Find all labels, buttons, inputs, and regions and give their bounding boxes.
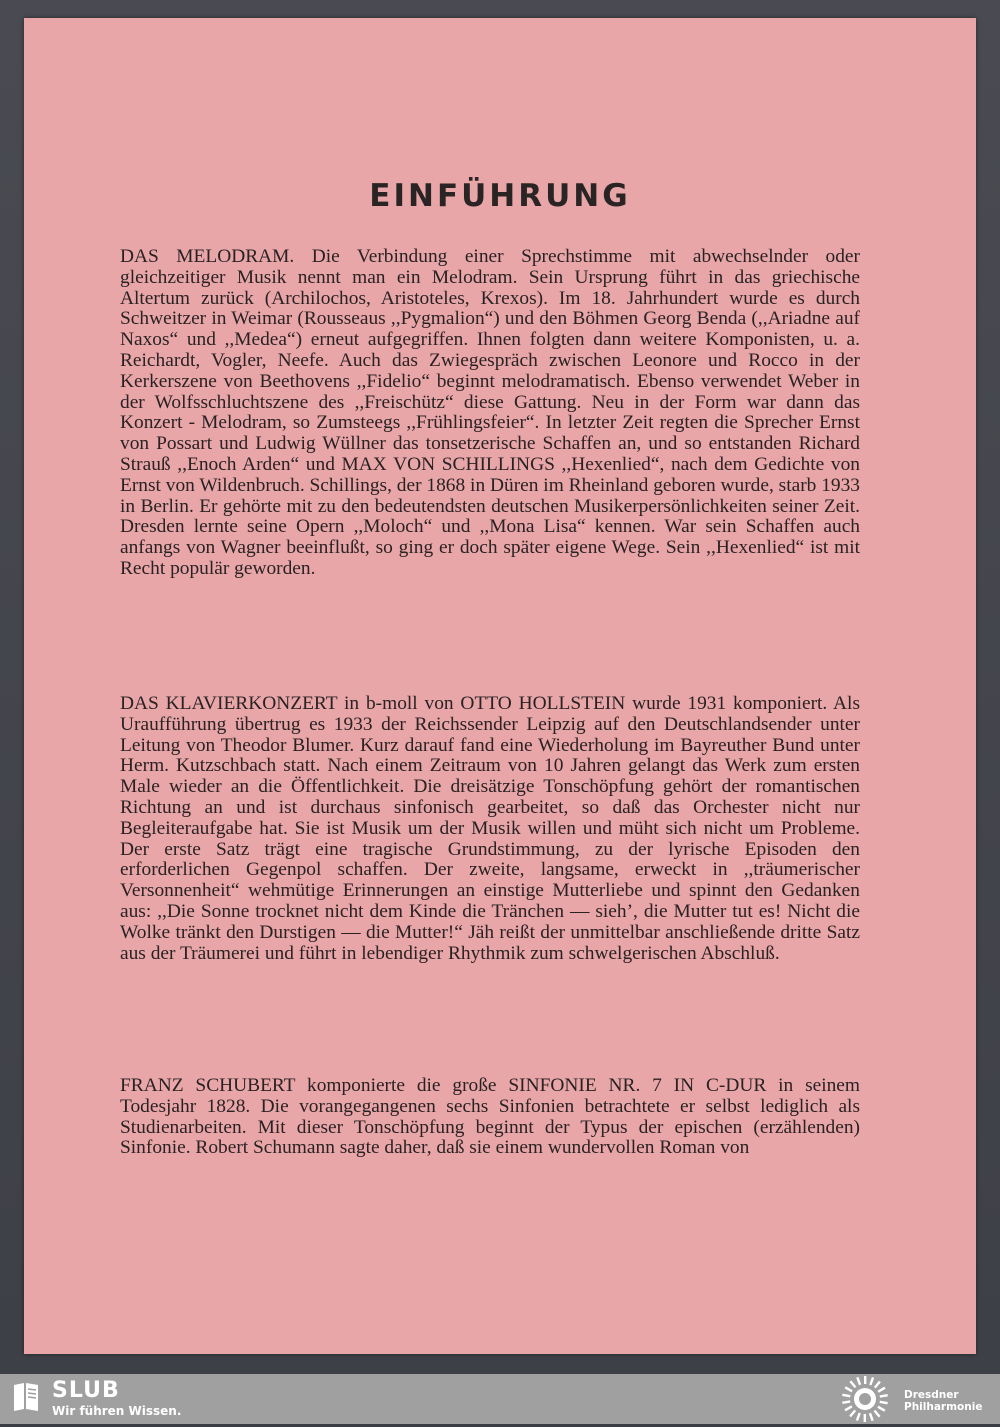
slub-brand[interactable]: SLUB xyxy=(52,1378,120,1403)
slub-tagline: Wir führen Wissen. xyxy=(52,1404,182,1418)
program-page xyxy=(24,18,976,1354)
paragraph-schubert: FRANZ SCHUBERT komponierte die große SINFONIE NR. 7 IN C-DUR in seinem Todesjahr 1828. Die vorangegangenen sechs Sinfonien betrachtete er selbst lediglich als Studienarbeiten. Mit dieser Tonschöpfung beginnt der Typus der epischen (erzählenden) Sinfonie. Robert Schumann sagte daher, daß sie einem wundervollen Roman von xyxy=(120,1075,860,1159)
dresdner-philharmonie-brand[interactable] xyxy=(904,1389,982,1413)
footer-bar xyxy=(0,1374,1000,1424)
dp-brand-line-1: Dresdner xyxy=(904,1389,959,1401)
page-title: EINFÜHRUNG xyxy=(369,178,631,214)
paragraph-melodram: DAS MELODRAM. Die Verbindung einer Sprechstimme mit abwechselnder oder gleichzeitiger Musik nennt man ein Melodram. Sein Ursprung führt in das griechische Altertum zurück (Archilochos, Aristoteles, Krexos). Im 18. Jahrhundert wurde es durch Schweitzer in Weimar (Rousseaus ,,Pygmalion“) und den Böhmen Georg Benda (,,Ariadne auf Naxos“ und ,,Medea“) erneut aufgegriffen. Ihnen folgten dann weitere Komponisten, u. a. Reichardt, Vogler, Neefe. Auch das Zwiegespräch zwischen Leonore und Rocco in der Kerkerszene von Beethovens ,,Fidelio“ beginnt melodramatisch. Ebenso verwendet Weber in der Wolfsschluchtszene des ,,Freischütz“ diese Gattung. Neu in der Form war dann das Konzert - Melodram, so Zumsteegs ,,Frühlingsfeier“. In letzter Zeit regten die Sprecher Ernst von Possart und Ludwig Wüllner das tonsetzerische Schaffen an, und so entstanden Richard Strauß ,,Enoch Arden“ und MAX VON SCHILLINGS ,,Hexenlied“, nach dem Gedichte von Ernst von Wildenbruch. Schillings, der 1868 in Düren im Rheinland geboren wurde, starb 1933 in Berlin. Er gehörte mit zu den bedeutendsten deutschen Musikerpersönlichkeiten seiner Zeit. Dresden lernte seine Opern ,,Moloch“ und ,,Mona Lisa“ kennen. War sein Schaffen auch anfangs von Wagner beeinflußt, so ging er doch später eigene Wege. Sein ,,Hexenlied“ ist mit Recht populär geworden. xyxy=(120,246,860,579)
paragraph-klavierkonzert: DAS KLAVIERKONZERT in b-moll von OTTO HOLLSTEIN wurde 1931 komponiert. Als Uraufführung übertrug es 1933 der Reichssender Leipzig auf den Deutschlandsender unter Leitung von Theodor Blumer. Kurz darauf fand eine Wiederholung im Bayreuther Bund unter Herm. Kutzschbach statt. Nach einem Zeitraum von 10 Jahren gelangt das Werk zum ersten Male wieder an die Öffentlichkeit. Die dreisätzige Tonschöpfung gehört der romantischen Richtung an und ist durchaus sinfonisch gearbeitet, so daß das Orchester nicht nur Begleiteraufgabe hat. Sie ist Musik um der Musik willen und müht sich nicht um Probleme. Der erste Satz trägt eine tragische Grundstimmung, zu der lyrische Episoden den erforderlichen Gegenpol schaffen. Der zweite, langsame, erweckt in ,,träumerischer Versonnenheit“ wehmütige Erinnerungen an einstige Mutterliebe und spinnt den Gedanken aus: ,,Die Sonne trocknet nicht dem Kinde die Tränchen — sieh’, die Mutter tut es! Nicht die Wolke tränkt den Durstigen — die Mutter!“ Jäh reißt der unmittelbar anschließende dritte Satz aus der Träumerei und führt in lebendiger Rhythmik zum schwelgerischen Abschluß. xyxy=(120,693,860,964)
slub-book-icon[interactable] xyxy=(12,1381,40,1413)
dresdner-philharmonie-sun-icon[interactable] xyxy=(840,1375,890,1423)
dp-brand-line-2: Philharmonie xyxy=(904,1401,983,1413)
